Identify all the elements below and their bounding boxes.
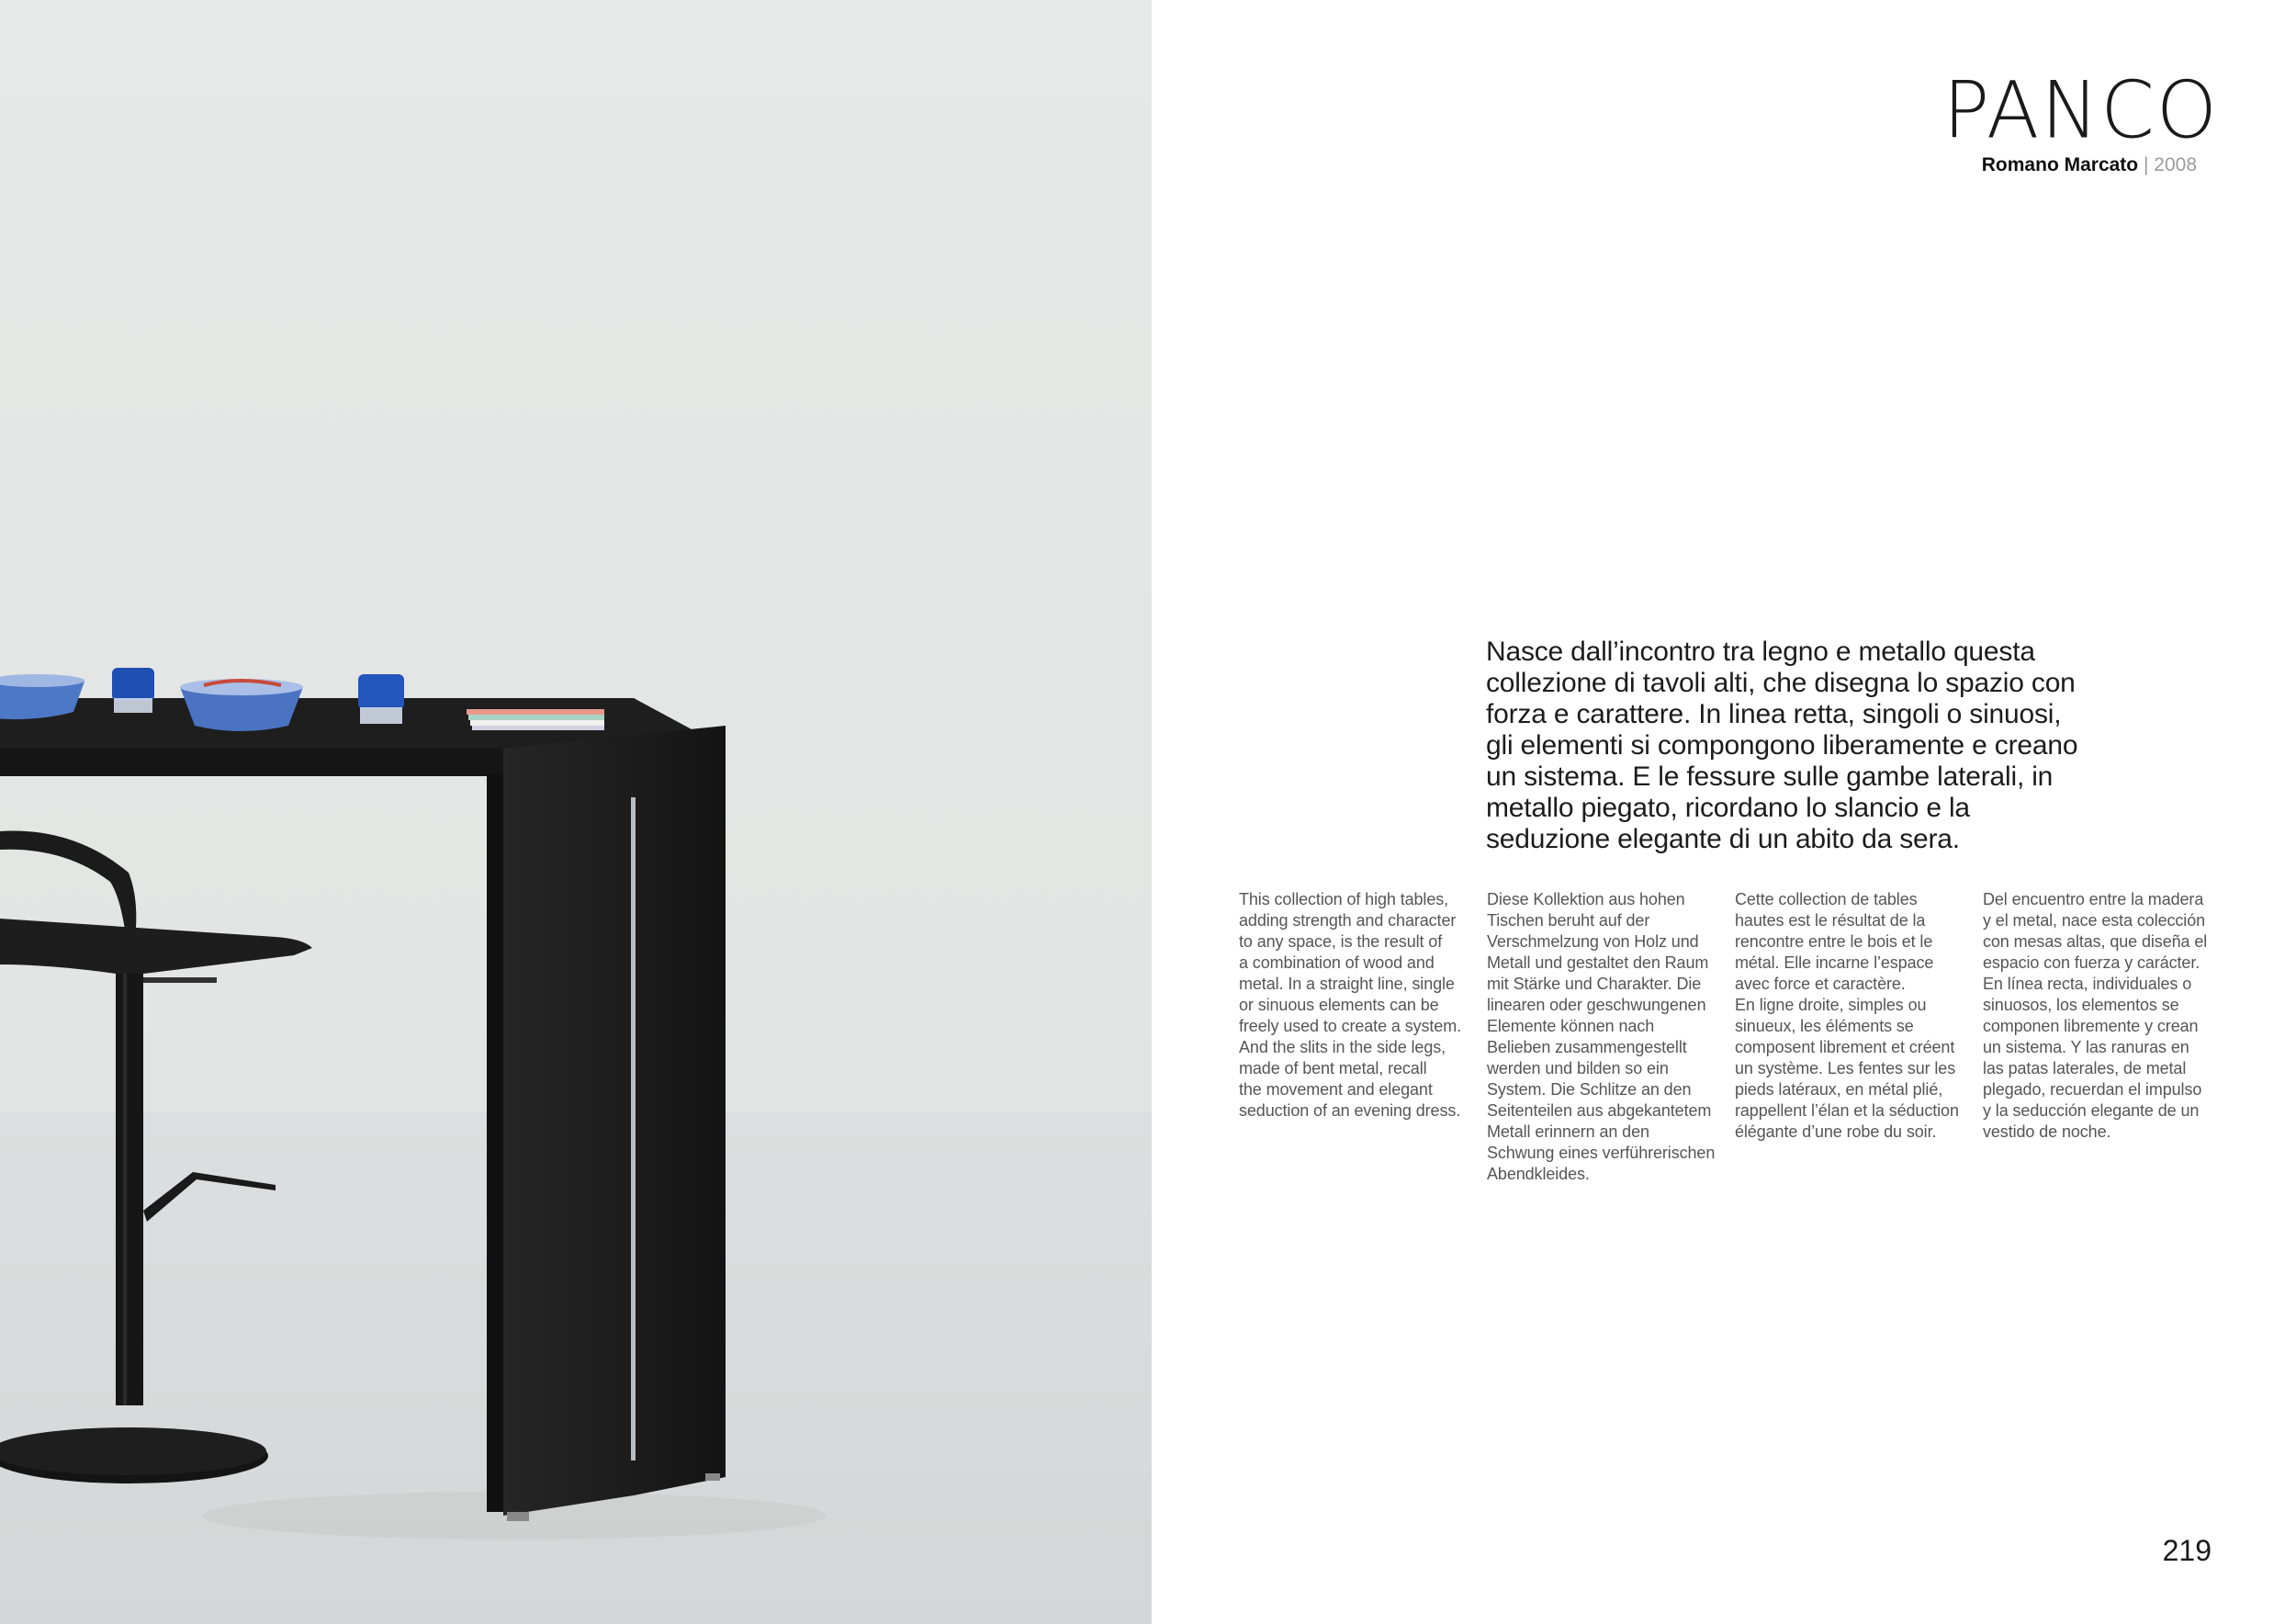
design-year: 2008	[2154, 154, 2197, 175]
description-french: Cette collection de tables hautes est le résultat de la rencontre entre le bois et le métal. Elle incarne l’espace avec force et caractère. En ligne droite, simples ou sinueux, les éléments se composent librement et créent un système. Les fentes sur les pieds latéraux, en métal plié, rappellent l’élan et la séduction élégante d’une robe du soir.	[1735, 890, 1959, 1141]
byline	[1982, 154, 2197, 176]
description-english: This collection of high tables, adding strength and character to any space, is the result of a combination of wood and metal. In a straight line, single or sinuous elements can be freely used to create a system. And the slits in the side legs, made of bent metal, recall the movement and elegant seduction of an evening dress.	[1239, 890, 1462, 1120]
product-title: PANCO	[1942, 64, 2219, 156]
lead-paragraph-it: Nasce dall’incontro tra legno e metallo questa collezione di tavoli alti, che disegna lo spazio con forza e carattere. In linea retta, singoli o sinuosi, gli elementi si compongono liberamente e creano un sistema. E le fessure sulle gambe laterali, in metallo piegato, ricordano lo slancio e la seduzione elegante di un abito da sera.	[1486, 637, 2078, 854]
description-spanish: Del encuentro entre la madera y el metal, nace esta colección con mesas altas, que diseña el espacio con fuerza y carácter. En línea recta, individuales o sinuosos, los elementos se componen libremente y crean un sistema. Y las ranuras en las patas laterales, de metal plegado, recuerdan el impulso y la seducción elegante de un vestido de noche.	[1983, 890, 2208, 1141]
blue-glass	[112, 668, 154, 701]
stool-column	[116, 974, 143, 1405]
leg-metal-slit	[631, 797, 636, 1460]
designer-name: Romano Marcato	[1981, 154, 2139, 175]
table-side-leg	[503, 726, 726, 1516]
page-number: 219	[2162, 1534, 2212, 1567]
stool-seat	[0, 919, 312, 976]
byline-separator: |	[2143, 154, 2149, 175]
stool-backrest	[0, 831, 136, 930]
description-german: Diese Kollektion aus hohen Tischen beruht auf der Verschmelzung von Holz und Metall und gestaltet den Raum mit Stärke und Charakter. Die linearen oder geschwungenen Elemente können nach Belieben zusammengestellt werden und bilden so ein System. Die Schlitze an den Seitenteilen aus abgekantetem Metall erinnern an den Schwung eines verführerischen Abendkleides.	[1487, 890, 1716, 1183]
blue-glass	[358, 674, 404, 709]
napkin-stack	[467, 709, 604, 715]
